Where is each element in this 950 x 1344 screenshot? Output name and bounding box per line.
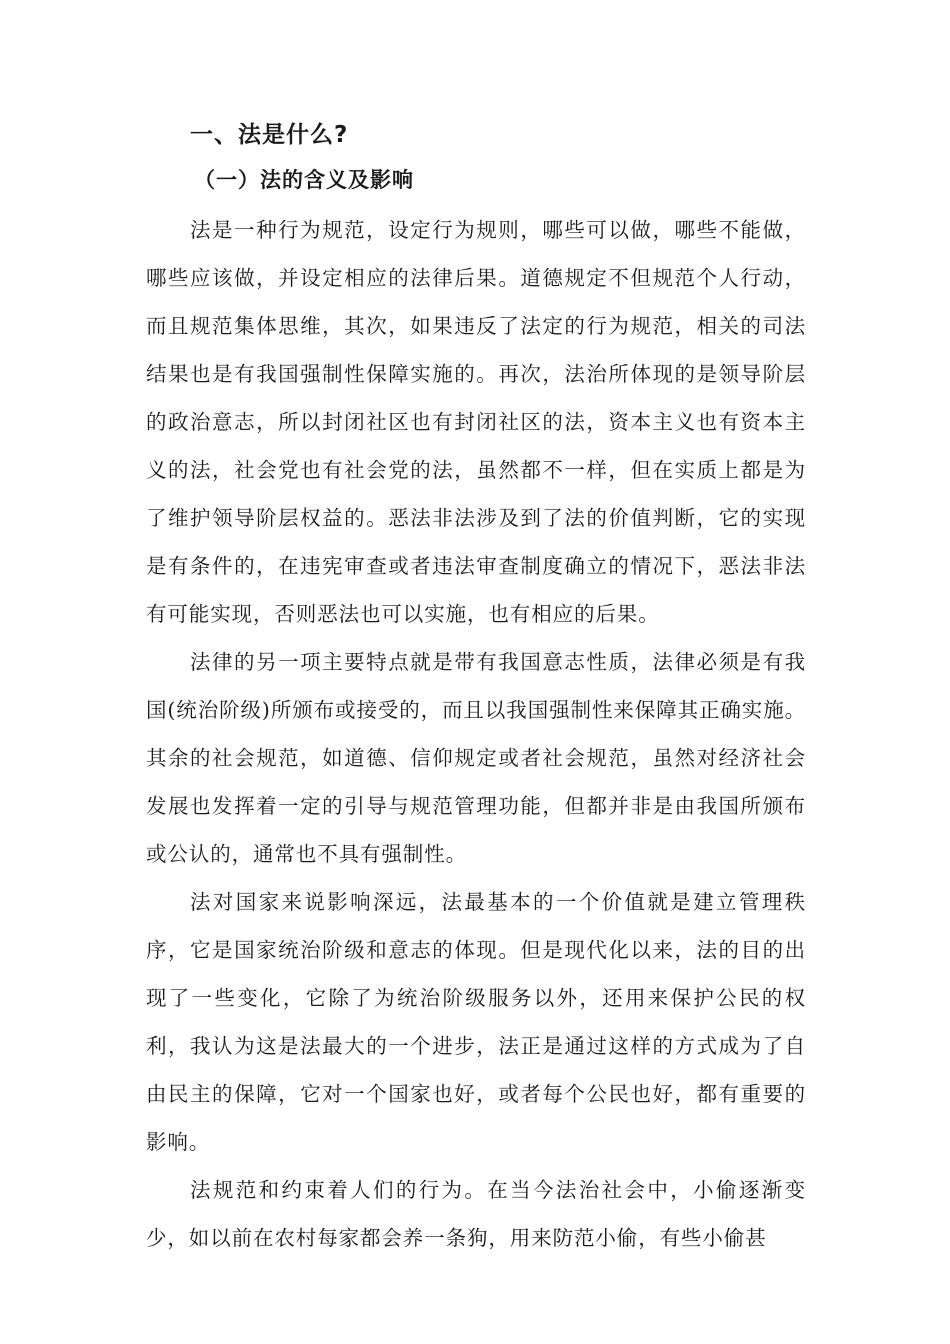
- paragraph-3: 法对国家来说影响深远，法最基本的一个价值就是建立管理秩序，它是国家统治阶级和意志的体现。但是现代化以来，法的目的出现了一些变化，它除了为统治阶级服务以外，还用来保护公民的权利，我认为这是法最大的一个进步，法正是通过这样的方式成为了自由民主的保障，它对一个国家也好，或者每个公民也好，都有重要的影响。: [146, 890, 806, 1154]
- section-heading: 一、法是什么?: [190, 122, 349, 148]
- paragraph-4: 法规范和约束着人们的行为。在当今法治社会中，小偷逐渐变少，如以前在农村每家都会养一条狗，用来防范小偷，有些小偷甚: [146, 1178, 806, 1250]
- document-body: [146, 112, 806, 1262]
- subsection-heading: （一）法的含义及影响: [194, 168, 414, 192]
- paragraph-1: 法是一种行为规范，设定行为规则，哪些可以做，哪些不能做，哪些应该做，并设定相应的法律后果。道德规定不但规范个人行动，而且规范集体思维，其次，如果违反了法定的行为规范，相关的司法结果也是有我国强制性保障实施的。再次，法治所体现的是领导阶层的政治意志，所以封闭社区也有封闭社区的法，资本主义也有资本主义的法，社会党也有社会党的法，虽然都不一样，但在实质上都是为了维护领导阶层权益的。恶法非法涉及到了法的价值判断，它的实现是有条件的，在违宪审查或者违法审查制度确立的情况下，恶法非法有可能实现，否则恶法也可以实施，也有相应的后果。: [146, 218, 806, 626]
- paragraph-2: 法律的另一项主要特点就是带有我国意志性质，法律必须是有我国(统治阶级)所颁布或接受的，而且以我国强制性来保障其正确实施。其余的社会规范，如道德、信仰规定或者社会规范，虽然对经济社会发展也发挥着一定的引导与规范管理功能，但都并非是由我国所颁布或公认的，通常也不具有强制性。: [146, 650, 806, 866]
